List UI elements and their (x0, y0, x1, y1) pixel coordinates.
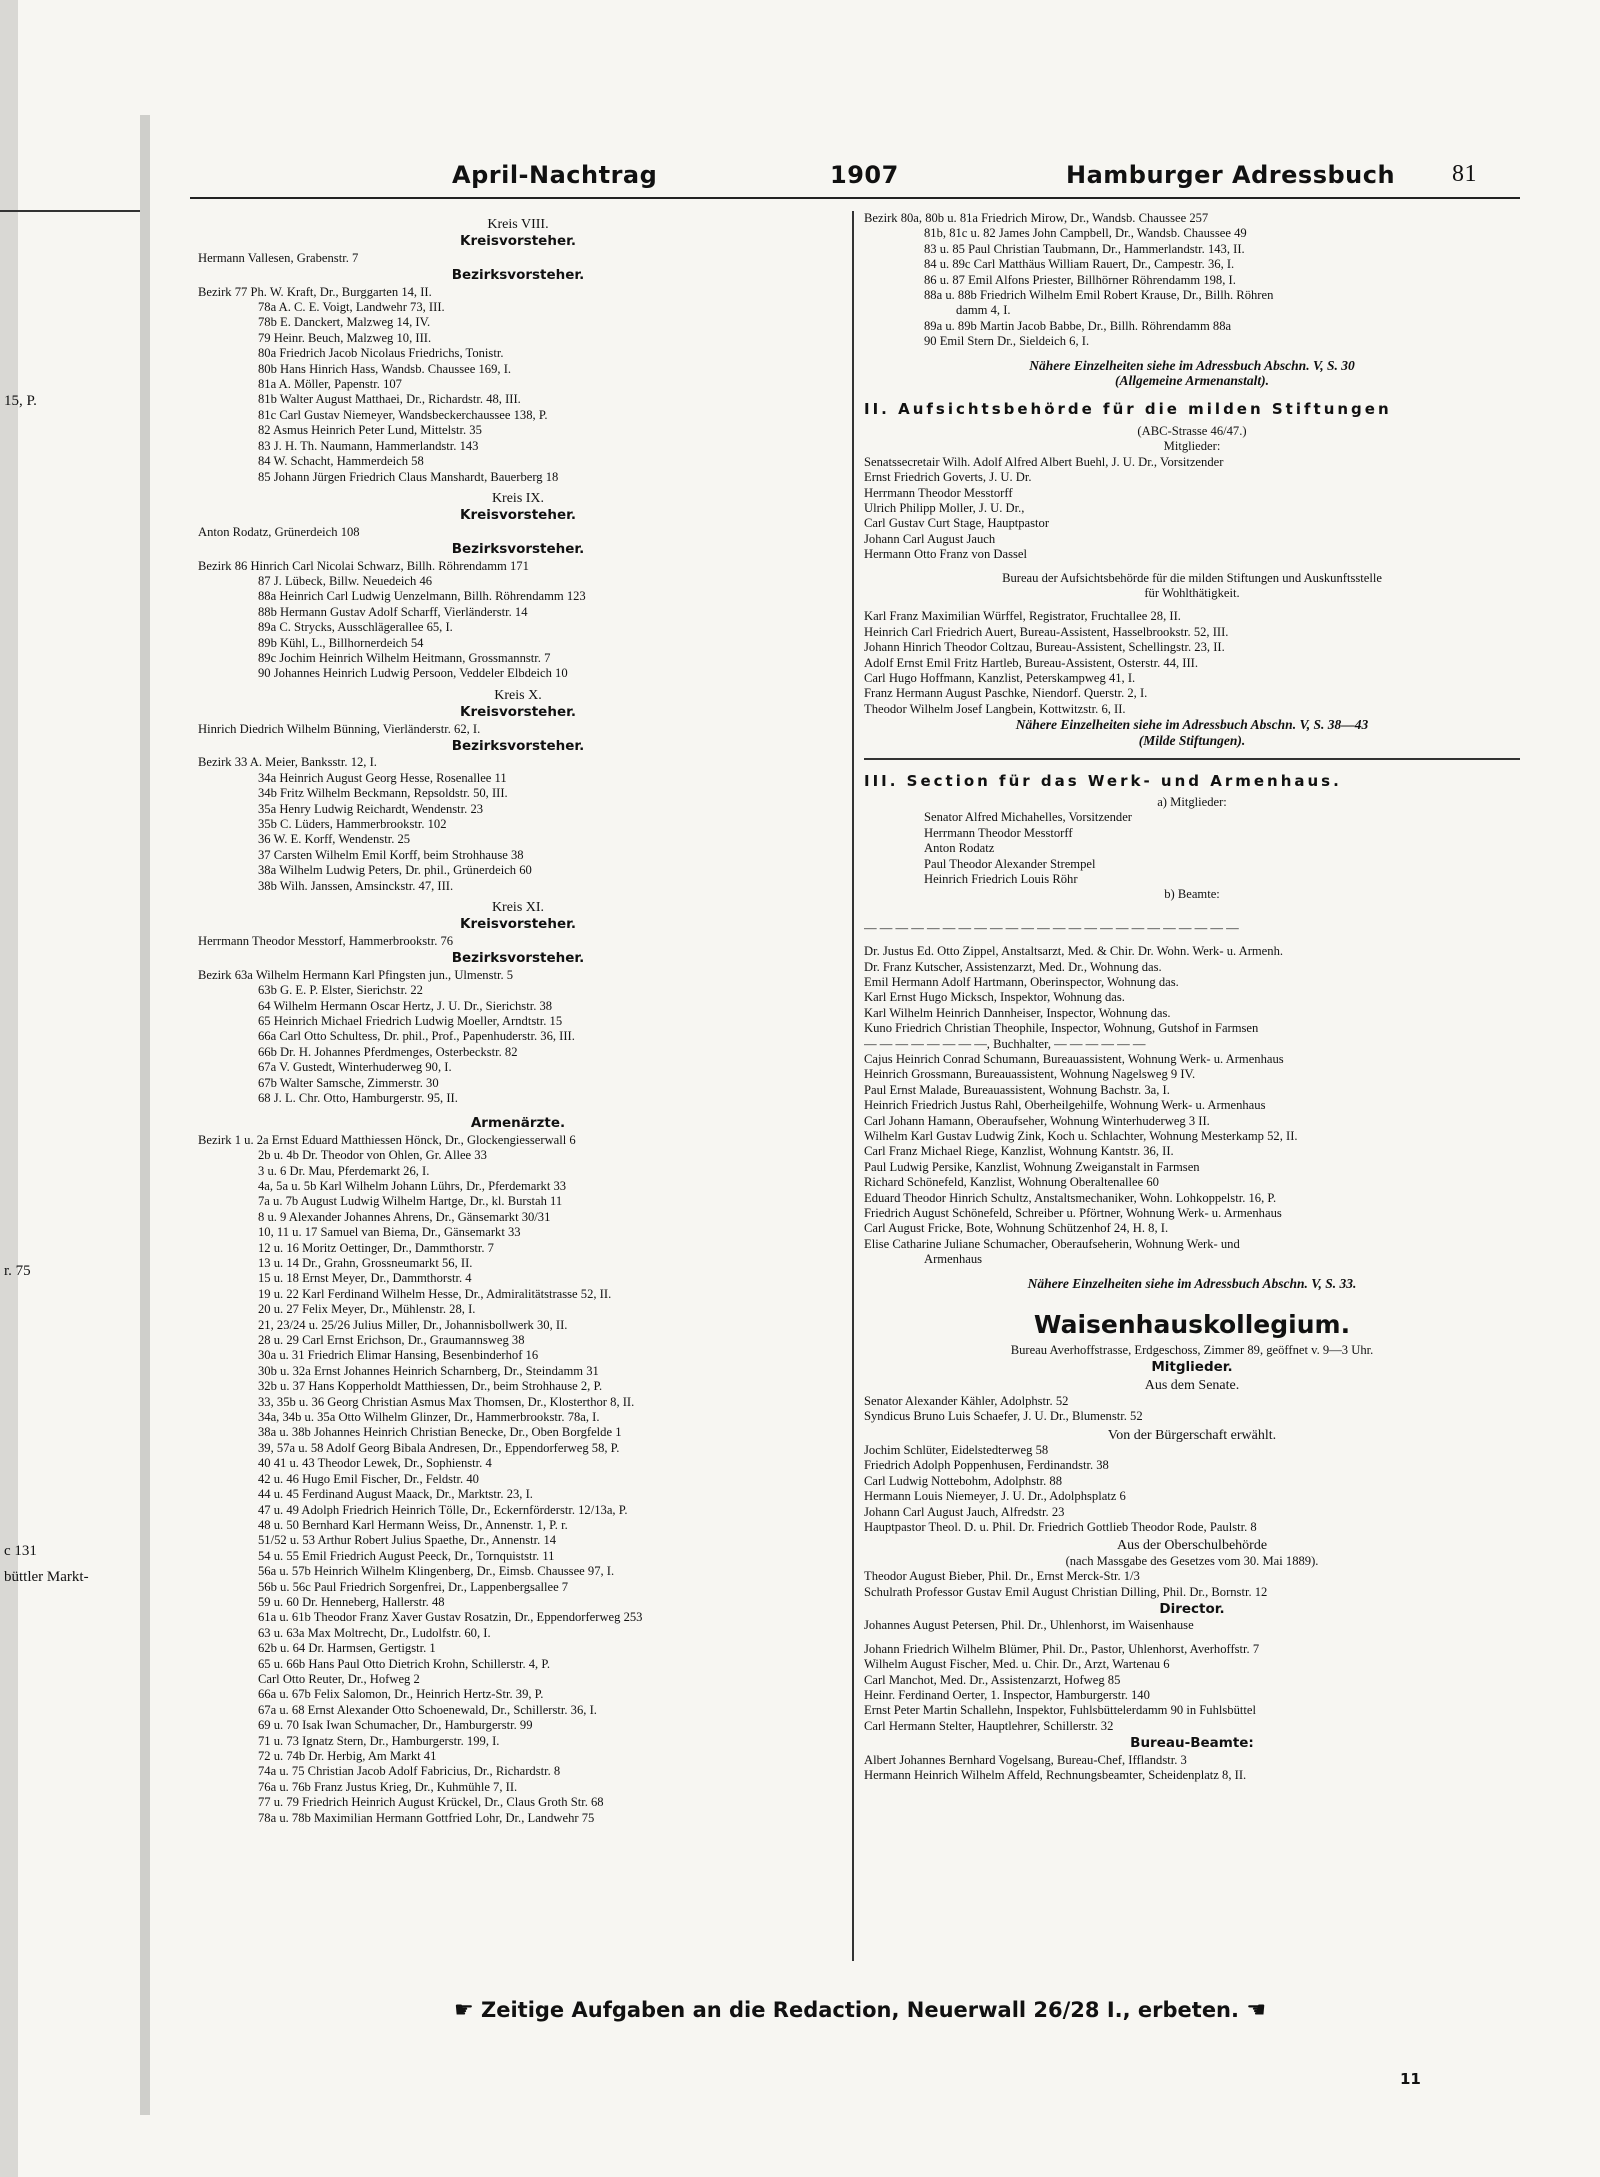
entry-line: 47 u. 49 Adolph Friedrich Heinrich Tölle, Dr., Eckernförderstr. 12/13a, P. (258, 1502, 628, 1517)
spacer (864, 1634, 1520, 1642)
section-heading: Director. (1159, 1601, 1225, 1617)
entry-line: 84 W. Schacht, Hammerdeich 58 (258, 454, 424, 469)
left-column (198, 211, 838, 1826)
subheading: Von der Bürgerschaft erwählt. (1107, 1427, 1277, 1443)
entry-line: 33, 35b u. 36 Georg Christian Asmus Max Thomsen, Dr., Klosterthor 8, II. (258, 1394, 635, 1409)
entry-line: 65 u. 66b Hans Paul Otto Dietrich Krohn, Schillerstr. 4, P. (258, 1656, 551, 1671)
district-heading: Kreis VIII. (487, 217, 549, 232)
centered-line: a) Mitglieder: (1157, 794, 1227, 809)
entry-line: 79 Heinr. Beuch, Malzweg 10, III. (258, 330, 432, 345)
entry-line: Adolf Ernst Emil Fritz Hartleb, Bureau-Assistent, Osterstr. 44, III. (864, 655, 1199, 670)
entry-line: 15 u. 18 Ernst Meyer, Dr., Dammthorstr. 4 (258, 1271, 472, 1286)
entry-line: Johann Friedrich Wilhelm Blümer, Phil. Dr., Pastor, Uhlenhorst, Averhoffstr. 7 (864, 1641, 1260, 1656)
entry-line: Ernst Friedrich Goverts, J. U. Dr. (864, 470, 1032, 485)
entry-line: Herrmann Theodor Messtorff (864, 485, 1013, 500)
header-left-title: April-Nachtrag (452, 161, 658, 189)
entry-line: Heinrich Grossmann, Bureauassistent, Wohnung Nagelsweg 9 IV. (864, 1067, 1196, 1082)
entry-line: Ernst Peter Martin Schallehn, Inspektor, Fuhlsbüttelerdamm 90 in Fuhlsbüttel (864, 1703, 1256, 1718)
entry-line: Heinrich Carl Friedrich Auert, Bureau-Assistent, Hasselbrookstr. 52, III. (864, 624, 1229, 639)
entry-line: Dr. Franz Kutscher, Assistenzarzt, Med. Dr., Wohnung das. (864, 959, 1162, 974)
entry-line: 89a u. 89b Martin Jacob Babbe, Dr., Billh. Röhrendamm 88a (924, 318, 1232, 333)
header-right-title: Hamburger Adressbuch (1066, 161, 1396, 189)
spacer (864, 936, 1520, 944)
entry-line: 84 u. 89c Carl Matthäus William Rauert, Dr., Campestr. 36, I. (924, 257, 1235, 272)
district-heading: Kreis IX. (491, 490, 545, 506)
book-gutter (140, 115, 150, 2115)
entry-line: 34a, 34b u. 35a Otto Wilhelm Glinzer, Dr., Hammerbrookstr. 78a, I. (258, 1410, 600, 1425)
entry-line: 74a u. 75 Christian Jacob Adolf Fabricius, Dr., Richardstr. 8 (258, 1764, 561, 1779)
entry-line: 44 u. 45 Ferdinand August Maack, Dr., Marktstr. 23, I. (258, 1487, 533, 1502)
fragment-text: c 131 (4, 1543, 37, 1559)
entry-line: Heinr. Ferdinand Oerter, 1. Inspector, Hamburgerstr. 140 (864, 1688, 1150, 1703)
centered-line: Mitglieder: (1163, 439, 1221, 454)
district-heading: Kreis X. (494, 687, 542, 703)
entry-line: Elise Catharine Juliane Schumacher, Oberaufseherin, Wohnung Werk- und (864, 1236, 1240, 1251)
fragment-rule (0, 210, 140, 212)
entry-line: 67a V. Gustedt, Winterhuderweg 90, I. (258, 1060, 452, 1075)
entry-line: Eduard Theodor Hinrich Schultz, Anstaltsmechaniker, Wohn. Lohkoppelstr. 16, P. (864, 1190, 1277, 1205)
entry-line: 66a Carl Otto Schultess, Dr. phil., Prof., Papenhuderstr. 36, III. (258, 1029, 575, 1044)
entry-line: 21, 23/24 u. 25/26 Julius Miller, Dr., Johannisbollwerk 30, II. (258, 1317, 568, 1332)
footer-text: Zeitige Aufgaben an die Redaction, Neuerwall 26/28 I., erbeten. (481, 1998, 1239, 2022)
section-rule (864, 758, 1520, 760)
entry-line: Jochim Schlüter, Eidelstedterweg 58 (864, 1442, 1049, 1457)
entry-line: 34a Heinrich August Georg Hesse, Rosenallee 11 (258, 770, 507, 785)
division-heading: III. Section für das Werk- und Armenhaus. (864, 771, 1342, 790)
main-heading: Waisenhauskollegium. (1033, 1310, 1351, 1340)
reference-note: Nähere Einzelheiten siehe im Adressbuch Abschn. V, S. 38—43 (1015, 717, 1369, 733)
entry-line: 39, 57a u. 58 Adolf Georg Bibala Andresen, Dr., Eppendorferweg 58, P. (258, 1440, 620, 1455)
entry-line: Friedrich August Schönefeld, Schreiber u. Pförtner, Wohnung Werk- u. Armenhaus (864, 1206, 1282, 1221)
entry-line: Paul Ernst Malade, Bureauassistent, Wohnung Bachstr. 3a, I. (864, 1082, 1170, 1097)
entry-line: 82 Asmus Heinrich Peter Lund, Mittelstr. 35 (258, 423, 482, 438)
entry-line: 85 Johann Jürgen Friedrich Claus Manshardt, Bauerberg 18 (258, 469, 559, 484)
section-heading: Bezirksvorsteher. (451, 950, 585, 967)
entry-line: Johann Hinrich Theodor Coltzau, Bureau-Assistent, Schellingstr. 23, II. (864, 640, 1225, 655)
section-heading: Bezirksvorsteher. (451, 738, 585, 754)
entry-line: 13 u. 14 Dr., Grahn, Grossneumarkt 56, II. (258, 1256, 473, 1270)
entry-line: Carl August Fricke, Bote, Wohnung Schützenhof 24, H. 8, I. (864, 1221, 1169, 1236)
entry-line: Syndicus Bruno Luis Schaefer, J. U. Dr., Blumenstr. 52 (864, 1409, 1143, 1424)
entry-line: 81c Carl Gustav Niemeyer, Wandsbeckerchaussee 138, P. (258, 407, 548, 422)
entry-line: 83 J. H. Th. Naumann, Hammerlandstr. 143 (258, 438, 479, 453)
entry-line: Ulrich Philipp Moller, J. U. Dr., (864, 500, 1025, 515)
entry-line: 56b u. 56c Paul Friedrich Sorgenfrei, Dr., Lappenbergsallee 7 (258, 1579, 569, 1594)
entry-line: 65 Heinrich Michael Friedrich Ludwig Moeller, Arndtstr. 15 (258, 1013, 563, 1028)
entry-line: Herrmann Theodor Messtorff (924, 825, 1073, 840)
entry-line: 64 Wilhelm Hermann Oscar Hertz, J. U. Dr., Sierichstr. 38 (258, 998, 553, 1013)
subheading: Aus dem Senate. (1144, 1378, 1240, 1394)
entry-line: 40 41 u. 43 Theodor Lewek, Dr., Sophienstr. 4 (258, 1456, 492, 1471)
entry-line: 89b Kühl, L., Billhornerdeich 54 (258, 635, 424, 650)
entry-line: Carl Ludwig Nottebohm, Adolphstr. 88 (864, 1473, 1062, 1488)
centered-line: für Wohlthätigkeit. (1144, 585, 1240, 600)
entry-line: Kuno Friedrich Christian Theophile, Inspector, Wohnung, Gutshof in Farmsen (864, 1021, 1259, 1036)
entry-line: 89a C. Strycks, Ausschlägerallee 65, I. (258, 620, 453, 635)
entry-line: Hinrich Diedrich Wilhelm Bünning, Vierländerstr. 62, I. (198, 721, 481, 736)
entry-line: 20 u. 27 Felix Meyer, Dr., Mühlenstr. 28, I. (258, 1302, 476, 1317)
entry-line: 69 u. 70 Isak Iwan Schumacher, Dr., Hamburgerstr. 99 (258, 1718, 533, 1733)
centered-line: (ABC-Strasse 46/47.) (1137, 423, 1247, 438)
entry-line: Hauptpastor Theol. D. u. Phil. Dr. Friedrich Gottlieb Theodor Rode, Paulstr. 8 (864, 1519, 1257, 1534)
entry-line: Herrmann Theodor Messtorf, Hammerbrookstr. 76 (198, 933, 454, 948)
pointing-hand-icon: ☛ (453, 1998, 474, 2023)
section-heading: Mitglieder. (1151, 1358, 1233, 1375)
entry-line: — — — — — — — — — — — — — — — — — — — — — — — — (864, 920, 1239, 935)
pointing-hand-icon: ☚ (1246, 1998, 1267, 2023)
spacer (864, 903, 1520, 921)
entry-line: Karl Franz Maximilian Würffel, Registrator, Fruchtallee 28, II. (864, 609, 1181, 624)
entry-line: Hermann Heinrich Wilhelm Affeld, Rechnungsbeamter, Scheidenplatz 8, II. (864, 1768, 1247, 1783)
entry-line: Senator Alexander Kähler, Adolphstr. 52 (864, 1393, 1069, 1408)
reference-note: Nähere Einzelheiten siehe im Adressbuch Abschn. V, S. 33. (1027, 1275, 1357, 1291)
entry-line: Theodor August Bieber, Phil. Dr., Ernst Merck-Str. 1/3 (864, 1569, 1140, 1584)
entry-line: 83 u. 85 Paul Christian Taubmann, Dr., Hammerlandstr. 143, II. (924, 241, 1245, 256)
entry-line: 30a u. 31 Friedrich Elimar Hansing, Besenbinderhof 16 (258, 1348, 539, 1363)
previous-page-fragment (0, 160, 140, 2040)
entry-line: Schulrath Professor Gustav Emil August Christian Dilling, Phil. Dr., Bornstr. 12 (864, 1584, 1268, 1599)
entry-line: Carl Otto Reuter, Dr., Hofweg 2 (258, 1671, 420, 1686)
entry-line: Anton Rodatz, Grünerdeich 108 (198, 524, 360, 539)
entry-line: 66b Dr. H. Johannes Pferdmenges, Osterbeckstr. 82 (258, 1044, 518, 1059)
entry-line: 38a u. 38b Johannes Heinrich Christian Benecke, Dr., Oben Borgfelde 1 (258, 1425, 622, 1440)
section-heading: Armenärzte. (470, 1115, 566, 1132)
entry-line: 71 u. 73 Ignatz Stern, Dr., Hamburgerstr. 199, I. (258, 1733, 500, 1748)
entry-line: Johann Carl August Jauch, Alfredstr. 23 (864, 1504, 1065, 1519)
entry-line: 12 u. 16 Moritz Oettinger, Dr., Dammthorstr. 7 (258, 1240, 494, 1255)
page-header (190, 115, 1520, 189)
entry-line: 10, 11 u. 17 Samuel van Biema, Dr., Gänsemarkt 33 (258, 1225, 521, 1240)
reference-note: (Allgemeine Armenanstalt). (1114, 373, 1269, 389)
entry-line: 38a Wilhelm Ludwig Peters, Dr. phil., Grünerdeich 60 (258, 863, 532, 878)
entry-line: 35b C. Lüders, Hammerbrookstr. 102 (258, 817, 447, 832)
section-heading: Bezirksvorsteher. (451, 541, 585, 558)
spacer (864, 350, 1520, 358)
entry-line: Carl Gustav Curt Stage, Hauptpastor (864, 516, 1050, 531)
entry-line: Carl Hugo Hoffmann, Kanzlist, Peterskampweg 41, I. (864, 670, 1136, 685)
entry-line: 81a A. Möller, Papenstr. 107 (258, 377, 402, 392)
centered-line: (nach Massgabe des Gesetzes vom 30. Mai 1889). (1065, 1553, 1319, 1568)
entry-line: Johannes August Petersen, Phil. Dr., Uhlenhorst, im Waisenhause (864, 1618, 1194, 1633)
section-heading: Kreisvorsteher. (460, 233, 576, 250)
entry-line: 88a u. 88b Friedrich Wilhelm Emil Robert Krause, Dr., Billh. Röhren (924, 288, 1274, 303)
entry-line: Karl Wilhelm Heinrich Dannheiser, Inspector, Wohnung das. (864, 1005, 1171, 1020)
section-heading: Kreisvorsteher. (460, 916, 576, 933)
entry-line: 81b, 81c u. 82 James John Campbell, Dr., Wandsb. Chaussee 49 (924, 226, 1247, 241)
fragment-text: 15, P. (4, 393, 37, 409)
entry-line: 76a u. 76b Franz Justus Krieg, Dr., Kuhmühle 7, II. (258, 1779, 518, 1794)
entry-line: 2b u. 4b Dr. Theodor von Ohlen, Gr. Allee 33 (258, 1148, 487, 1163)
entry-line: 87 J. Lübeck, Billw. Neuedeich 46 (258, 573, 433, 588)
entry-line: 8 u. 9 Alexander Johannes Ahrens, Dr., Gänsemarkt 30/31 (258, 1209, 551, 1224)
entry-line: 48 u. 50 Bernhard Karl Hermann Weiss, Dr., Annenstr. 1, P. r. (258, 1517, 568, 1532)
page-number: 81 (1452, 161, 1477, 187)
entry-line: Johann Carl August Jauch (864, 531, 996, 546)
entry-line: Heinrich Friedrich Justus Rahl, Oberheilgehilfe, Wohnung Werk- u. Armenhaus (864, 1098, 1266, 1113)
entry-line: Senatssecretair Wilh. Adolf Alfred Albert Buehl, J. U. Dr., Vorsitzender (864, 454, 1224, 469)
section-heading: Kreisvorsteher. (460, 507, 576, 524)
entry-line: 81b Walter August Matthaei, Dr., Richardstr. 48, III. (258, 392, 521, 407)
entry-line: Carl Manchot, Med. Dr., Assistenzarzt, Hofweg 85 (864, 1672, 1121, 1687)
entry-line: 32b u. 37 Hans Kopperholdt Matthiessen, Dr., beim Strohhause 2, P. (258, 1379, 603, 1394)
reference-note: Nähere Einzelheiten siehe im Adressbuch Abschn. V, S. 30 (1029, 357, 1355, 373)
entry-line: Heinrich Friedrich Louis Röhr (924, 871, 1078, 886)
entry-line: 78a A. C. E. Voigt, Landwehr 73, III. (258, 300, 445, 315)
fragment-text: r. 75 (4, 1263, 31, 1279)
entry-line: 77 u. 79 Friedrich Heinrich August Krückel, Dr., Claus Groth Str. 68 (258, 1795, 604, 1810)
entry-line: 59 u. 60 Dr. Henneberg, Hallerstr. 48 (258, 1594, 445, 1609)
entry-line: 67a u. 68 Ernst Alexander Otto Schoenewald, Dr., Schillerstr. 36, I. (258, 1702, 597, 1717)
entry-line: 56a u. 57b Heinrich Wilhelm Klingenberg, Dr., Eimsb. Chaussee 97, I. (258, 1564, 615, 1579)
entry-line: Hermann Vallesen, Grabenstr. 7 (198, 250, 359, 265)
printer-signature: 11 (1400, 2070, 1421, 2088)
entry-line: 42 u. 46 Hugo Emil Fischer, Dr., Feldstr. 40 (258, 1471, 479, 1486)
subheading: Aus der Oberschulbehörde (1116, 1538, 1268, 1554)
spacer (864, 563, 1520, 571)
entry-line: 4a, 5a u. 5b Karl Wilhelm Johann Lührs, Dr., Pferdemarkt 33 (258, 1178, 567, 1193)
entry-line: 90 Emil Stern Dr., Sieldeich 6, I. (924, 334, 1090, 349)
entry-line: Cajus Heinrich Conrad Schumann, Bureauassistent, Wohnung Werk- u. Armenhaus (864, 1052, 1284, 1066)
centered-line: Bureau der Aufsichtsbehörde für die milden Stiftungen und Auskunftsstelle (1002, 570, 1382, 585)
right-column (864, 211, 1520, 1783)
entry-line: 80a Friedrich Jacob Nicolaus Friedrichs, Tonistr. (258, 346, 504, 361)
entry-line: 35a Henry Ludwig Reichardt, Wendenstr. 23 (258, 801, 484, 816)
entry-line: Paul Theodor Alexander Strempel (924, 856, 1096, 871)
entry-line: 38b Wilh. Janssen, Amsinckstr. 47, III. (258, 878, 454, 893)
entry-line: 37 Carsten Wilhelm Emil Korff, beim Strohhause 38 (258, 847, 524, 862)
header-year: 1907 (830, 161, 899, 189)
section-heading: Bureau-Beamte: (1130, 1735, 1254, 1752)
entry-line: 36 W. E. Korff, Wendenstr. 25 (258, 832, 411, 847)
reference-note: (Milde Stiftungen). (1138, 732, 1246, 748)
entry-line: 90 Johannes Heinrich Ludwig Persoon, Veddeler Elbdeich 10 (258, 666, 568, 681)
entry-line: Bezirk 1 u. 2a Ernst Eduard Matthiessen Hönck, Dr., Glockengiesserwall 6 (198, 1132, 576, 1147)
section-heading: Kreisvorsteher. (460, 704, 576, 721)
entry-line: 63b G. E. P. Elster, Sierichstr. 22 (258, 983, 423, 998)
entry-line: 68 J. L. Chr. Otto, Hamburgerstr. 95, II. (258, 1090, 458, 1105)
entry-line: Theodor Wilhelm Josef Langbein, Kottwitzstr. 6, II. (864, 701, 1126, 716)
entry-line: Franz Hermann August Paschke, Niendorf. Querstr. 2, I. (864, 686, 1148, 701)
entry-line: Anton Rodatz (924, 841, 995, 856)
entry-line: 78b E. Danckert, Malzweg 14, IV. (258, 315, 431, 330)
entry-line: damm 4, I. (956, 303, 1011, 318)
entry-line: 51/52 u. 53 Arthur Robert Julius Spaethe, Dr., Annenstr. 14 (258, 1533, 557, 1548)
division-heading: II. Aufsichtsbehörde für die milden Stiftungen (864, 400, 1392, 419)
entry-line: 3 u. 6 Dr. Mau, Pferdemarkt 26, I. (258, 1163, 430, 1178)
header-rule (190, 197, 1520, 199)
entry-line: Friedrich Adolph Poppenhusen, Ferdinandstr. 38 (864, 1458, 1109, 1473)
entry-line: 34b Fritz Wilhelm Beckmann, Repsoldstr. 50, III. (258, 786, 508, 801)
entry-line: 67b Walter Samsche, Zimmerstr. 30 (258, 1075, 439, 1090)
entry-line: 80b Hans Hinrich Hass, Wandsb. Chaussee 169, I. (258, 361, 512, 376)
entry-line: 63 u. 63a Max Moltrecht, Dr., Ludolfstr. 60, I. (258, 1625, 491, 1640)
entry-line: Emil Hermann Adolf Hartmann, Oberinspector, Wohnung das. (864, 974, 1179, 989)
entry-line: 72 u. 74b Dr. Herbig, Am Markt 41 (258, 1749, 437, 1763)
entry-line: 78a u. 78b Maximilian Hermann Gottfried Lohr, Dr., Landwehr 75 (258, 1810, 595, 1825)
entry-line: 61a u. 61b Theodor Franz Xaver Gustav Rosatzin, Dr., Eppendorferweg 253 (258, 1610, 643, 1625)
entry-line: Carl Johann Hamann, Oberaufseher, Wohnung Winterhuderweg 3 II. (864, 1113, 1210, 1128)
entry-line: 88b Hermann Gustav Adolf Scharff, Vierländerstr. 14 (258, 604, 528, 619)
entry-line: 89c Jochim Heinrich Wilhelm Heitmann, Grossmannstr. 7 (258, 650, 551, 665)
entry-line: Richard Schönefeld, Kanzlist, Wohnung Oberaltenallee 60 (864, 1175, 1159, 1190)
entry-line: 28 u. 29 Carl Ernst Erichson, Dr., Graumannsweg 38 (258, 1333, 525, 1348)
entry-line: Albert Johannes Bernhard Vogelsang, Bureau-Chef, Ifflandstr. 3 (864, 1752, 1187, 1767)
entry-line: Dr. Justus Ed. Otto Zippel, Anstaltsarzt, Med. & Chir. Dr. Wohn. Werk- u. Armenh. (864, 944, 1284, 959)
entry-line: Bezirk 77 Ph. W. Kraft, Dr., Burggarten 14, II. (198, 284, 432, 299)
entry-line: Bezirk 86 Hinrich Carl Nicolai Schwarz, Billh. Röhrendamm 171 (198, 558, 529, 573)
directory-page (190, 115, 1530, 2125)
entry-line: Bezirk 80a, 80b u. 81a Friedrich Mirow, Dr., Wandsb. Chaussee 257 (864, 211, 1209, 225)
entry-line: 86 u. 87 Emil Alfons Priester, Billhörner Röhrendamm 198, I. (924, 272, 1236, 287)
spacer (198, 1106, 838, 1114)
entry-line: Carl Hermann Stelter, Hauptlehrer, Schillerstr. 32 (864, 1718, 1114, 1733)
section-heading: Bezirksvorsteher. (451, 267, 585, 284)
entry-line: — — — — — — — —, Buchhalter, — — — — — — (864, 1036, 1146, 1051)
spacer (864, 1268, 1520, 1276)
spacer (864, 601, 1520, 609)
entry-line: 88a Heinrich Carl Ludwig Uenzelmann, Billh. Röhrendamm 123 (258, 589, 586, 604)
column-divider (852, 211, 854, 1961)
entry-line: Wilhelm Karl Gustav Ludwig Zink, Koch u. Schlachter, Wohnung Mesterkamp 52, II. (864, 1129, 1298, 1144)
entry-line: 62b u. 64 Dr. Harmsen, Gertigstr. 1 (258, 1641, 436, 1656)
fragment-text: büttler Markt- (4, 1569, 89, 1585)
entry-line: Carl Franz Michael Riege, Kanzlist, Wohnung Kantstr. 36, II. (864, 1144, 1174, 1159)
entry-line: 7a u. 7b August Ludwig Wilhelm Hartge, Dr., kl. Burstah 11 (258, 1194, 563, 1209)
entry-line: Armenhaus (924, 1252, 983, 1267)
centered-line: Bureau Averhoffstrasse, Erdgeschoss, Zimmer 89, geöffnet v. 9—3 Uhr. (1010, 1342, 1374, 1357)
entry-line: Wilhelm August Fischer, Med. u. Chir. Dr., Arzt, Wartenau 6 (864, 1657, 1170, 1672)
footer-notice (190, 1998, 1530, 2023)
entry-line: 19 u. 22 Karl Ferdinand Wilhelm Hesse, Dr., Admiralitätstrasse 52, II. (258, 1286, 612, 1301)
entry-line: 66a u. 67b Felix Salomon, Dr., Heinrich Hertz-Str. 39, P. (258, 1687, 544, 1702)
entry-line: 54 u. 55 Emil Friedrich August Peeck, Dr., Tornquiststr. 11 (258, 1548, 555, 1563)
district-heading: Kreis XI. (491, 900, 545, 916)
entry-line: 30b u. 32a Ernst Johannes Heinrich Scharnberg, Dr., Steindamm 31 (258, 1363, 599, 1378)
entry-line: Bezirk 33 A. Meier, Banksstr. 12, I. (198, 755, 377, 770)
entry-line: Senator Alfred Michahelles, Vorsitzender (924, 810, 1132, 825)
entry-line: Karl Ernst Hugo Micksch, Inspektor, Wohnung das. (864, 990, 1125, 1005)
entry-line: Paul Ludwig Persike, Kanzlist, Wohnung Zweiganstalt in Farmsen (864, 1159, 1200, 1174)
entry-line: Hermann Louis Niemeyer, J. U. Dr., Adolphsplatz 6 (864, 1489, 1126, 1504)
entry-line: Hermann Otto Franz von Dassel (864, 547, 1027, 562)
centered-line: b) Beamte: (1164, 887, 1220, 902)
entry-line: Bezirk 63a Wilhelm Hermann Karl Pfingsten jun., Ulmenstr. 5 (198, 967, 514, 982)
